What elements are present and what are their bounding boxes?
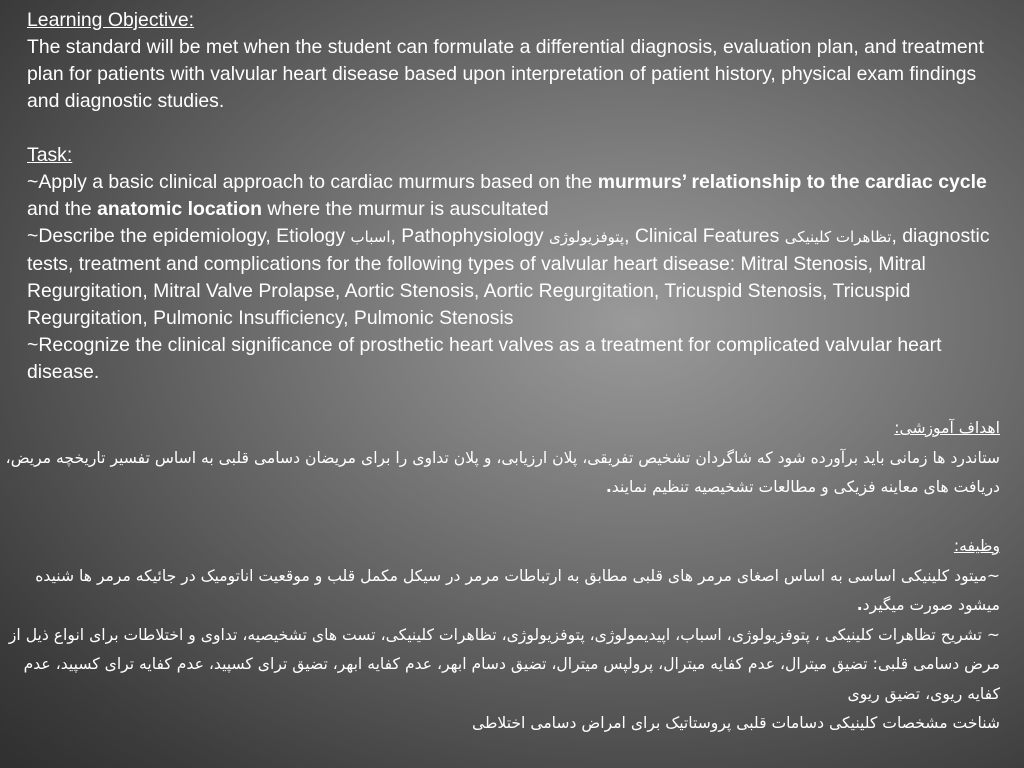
persian-task-item-1 <box>0 562 1000 621</box>
objective-heading: Learning Objective: <box>27 9 195 31</box>
task1-text-pre: ~Apply a basic clinical approach to cardiac murmurs based on the <box>27 171 598 193</box>
persian-section <box>0 414 1000 739</box>
persian-spacer <box>0 503 1000 533</box>
task2-etiology-persian: اسباب <box>350 228 391 246</box>
spacer <box>27 115 1012 142</box>
task2-text-b: , Pathophysiology <box>390 225 549 247</box>
task2-clinical-persian: تظاهرات کلینیکی <box>784 228 892 246</box>
task-item-2 <box>27 223 1012 332</box>
task2-patho-persian: پتوفزیولوژی <box>548 228 625 246</box>
persian-task-item-3: شناخت مشخصات کلینیکی دسامات قلبی پروستاتیک برای امراض دسامی اختلاطی <box>471 714 1000 732</box>
task1-bold-cycle: murmurs’ relationship to the cardiac cycle <box>597 171 987 193</box>
objective-text: The standard will be met when the student can formulate a differential diagnosis, evaluation plan, and treatment plan for patients with valvular heart disease based upon interpretation of patient history, physical exam findings and diagnostic studies. <box>27 36 984 112</box>
persian-task1-body: ~میتود کلینیکی اساسی به اساس اصغای مرمر های قلبی مطابق به ارتباطات مرمر در سیکل مکمل قلب و موقعیت اناتومیک در جائیکه مرمر ها شنیده میشود صورت میگیرد <box>35 566 1000 614</box>
english-section <box>27 7 1012 386</box>
task1-text-mid: and the <box>27 198 98 220</box>
persian-objective-end: . <box>605 478 612 496</box>
task1-bold-location: anatomic location <box>97 198 262 220</box>
task-item-1 <box>27 169 1012 223</box>
task2-text-a: ~Describe the epidemiology, Etiology <box>27 225 351 247</box>
persian-objective-heading: اهداف آموزشی: <box>894 419 1000 437</box>
persian-objective-text <box>0 444 1000 503</box>
persian-task-item-2: ~ تشریح تظاهرات کلینیکی ، پتوفزیولوژی، اسباب، اپیدیمولوژی، پتوفزیولوژی، تظاهرات کلینیکی، تست های تشخیصیه، تداوی و اختلاطات برای انواع ذیل از مرض دسامی قلبی: تضیق میترال، عدم کفایه میترال، پرولپس میترال، تضیق دسام ابهر، عدم کفایه ابهر، تضیق ترای کسپید، عدم کفایه ترای کسپید، عدم کفایه ریوی، تضیق ریوی <box>8 625 1000 703</box>
persian-task1-end: . <box>856 596 863 614</box>
persian-task-heading: وظیفه: <box>953 537 1000 555</box>
task2-text-c: , Clinical Features <box>624 225 785 247</box>
task1-text-post: where the murmur is auscultated <box>261 198 549 220</box>
task2-text-d: , diagnostic tests, treatment and complications for the following types of valvular heart disease: Mitral Stenosis, Mitral Regurgitation, Mitral Valve Prolapse, Aortic Stenosis, Aortic Regurgitation, Tricuspid Stenosis, Tricuspid Regurgitation, Pulmonic Insufficiency, Pulmonic Stenosis <box>27 225 990 329</box>
task-heading: Task: <box>27 144 73 166</box>
task-item-3: ~Recognize the clinical significance of prosthetic heart valves as a treatment for complicated valvular heart disease. <box>27 334 942 383</box>
persian-objective-body: ستاندرد ها زمانی باید برآورده شود که شاگردان تشخیص تفریقی، پلان ارزیابی، و پلان تداوی را برای مریضان دسامی قلبی به اساس تفسیر تاریخچه مریض، دریافت های معاینه فزیکی و مطالعات تشخیصیه تنظیم نمایند <box>5 448 1000 496</box>
